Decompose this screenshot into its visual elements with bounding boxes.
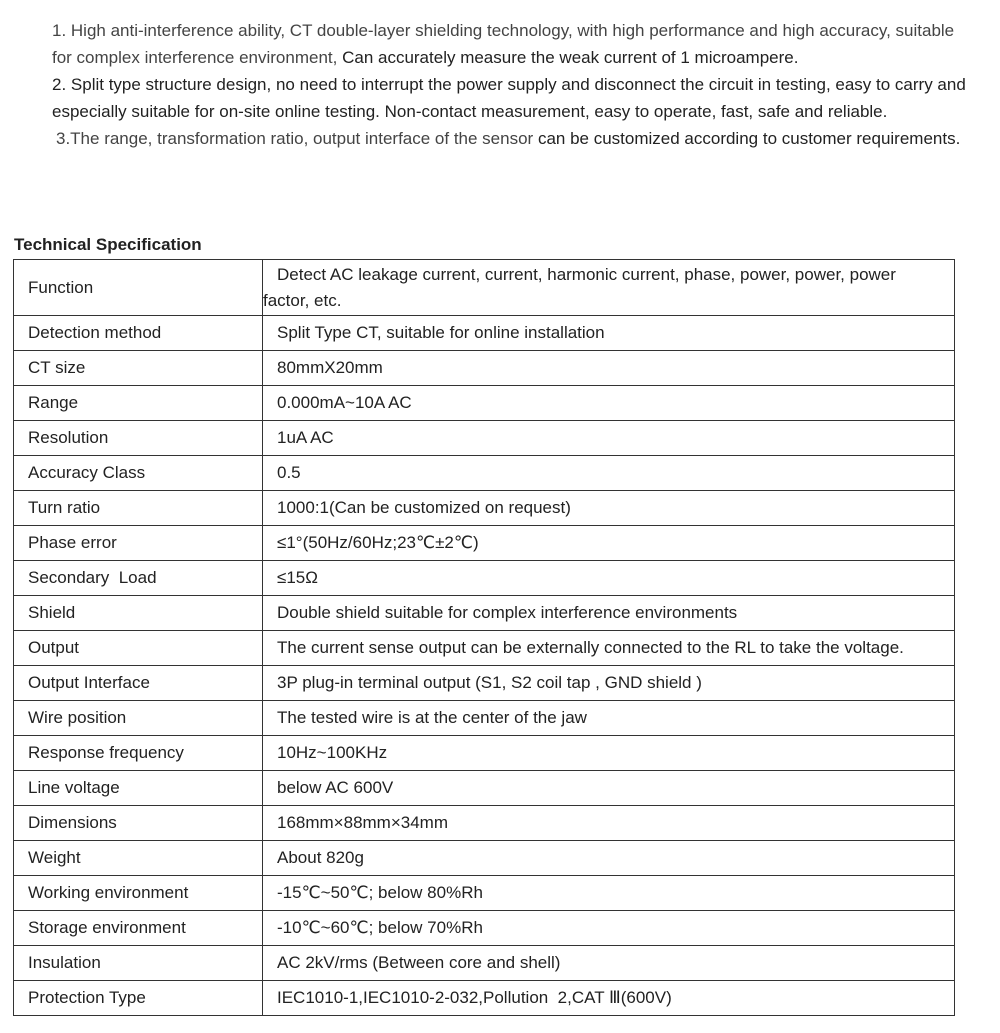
spec-value: below AC 600V bbox=[263, 771, 955, 806]
spec-row-working-environment bbox=[14, 876, 955, 911]
spec-label: Secondary Load bbox=[14, 561, 263, 596]
spec-value: 3P plug-in terminal output (S1, S2 coil tap , GND shield ) bbox=[263, 666, 955, 701]
spec-value: 10Hz~100KHz bbox=[263, 736, 955, 771]
feature-item-3 bbox=[52, 125, 972, 152]
spec-value: The tested wire is at the center of the jaw bbox=[263, 701, 955, 736]
spec-row-turn-ratio bbox=[14, 491, 955, 526]
spec-label: Resolution bbox=[14, 421, 263, 456]
spec-row-output bbox=[14, 631, 955, 666]
spec-row-line-voltage bbox=[14, 771, 955, 806]
spec-label: Turn ratio bbox=[14, 491, 263, 526]
spec-row-shield bbox=[14, 596, 955, 631]
spec-row-output-interface bbox=[14, 666, 955, 701]
spec-value: Detect AC leakage current, current, harmonic current, phase, power, power, power factor, etc. bbox=[263, 260, 955, 316]
spec-label: Line voltage bbox=[14, 771, 263, 806]
spec-value: The current sense output can be externally connected to the RL to take the voltage. bbox=[263, 631, 955, 666]
spec-label: Output Interface bbox=[14, 666, 263, 701]
spec-value: Split Type CT, suitable for online installation bbox=[263, 316, 955, 351]
spec-table bbox=[13, 259, 955, 1016]
spec-label: Detection method bbox=[14, 316, 263, 351]
feature-item-1-text-a: 1. High anti-interference ability, CT double-layer shielding technology, with high performance and high accuracy, suitable for complex interference environment, bbox=[52, 21, 955, 67]
spec-row-detection-method bbox=[14, 316, 955, 351]
spec-label: Range bbox=[14, 386, 263, 421]
spec-value: -15℃~50℃; below 80%Rh bbox=[263, 876, 955, 911]
spec-value: 1000:1(Can be customized on request) bbox=[263, 491, 955, 526]
spec-label: Storage environment bbox=[14, 911, 263, 946]
spec-label: Insulation bbox=[14, 946, 263, 981]
spec-label: Weight bbox=[14, 841, 263, 876]
spec-row-weight bbox=[14, 841, 955, 876]
spec-row-response-frequency bbox=[14, 736, 955, 771]
feature-item-3-text-a: 3.The range, transformation ratio, output interface of the sensor bbox=[56, 129, 534, 148]
spec-row-storage-environment bbox=[14, 911, 955, 946]
spec-row-dimensions bbox=[14, 806, 955, 841]
spec-label: Protection Type bbox=[14, 981, 263, 1016]
spec-row-resolution bbox=[14, 421, 955, 456]
spec-label: Phase error bbox=[14, 526, 263, 561]
spec-row-range bbox=[14, 386, 955, 421]
spec-value: -10℃~60℃; below 70%Rh bbox=[263, 911, 955, 946]
spec-value: 0.000mA~10A AC bbox=[263, 386, 955, 421]
spec-value: AC 2kV/rms (Between core and shell) bbox=[263, 946, 955, 981]
spec-row-phase-error bbox=[14, 526, 955, 561]
spec-row-ct-size bbox=[14, 351, 955, 386]
feature-item-1 bbox=[52, 17, 972, 71]
spec-value: IEC1010-1,IEC1010-2-032,Pollution 2,CAT Ⅲ(600V) bbox=[263, 981, 955, 1016]
spec-value: ≤15Ω bbox=[263, 561, 955, 596]
feature-list bbox=[52, 17, 972, 152]
spec-label: Accuracy Class bbox=[14, 456, 263, 491]
spec-value: 168mm×88mm×34mm bbox=[263, 806, 955, 841]
spec-row-accuracy-class bbox=[14, 456, 955, 491]
spec-label: Wire position bbox=[14, 701, 263, 736]
spec-value: Double shield suitable for complex interference environments bbox=[263, 596, 955, 631]
feature-item-1-text-b: Can accurately measure the weak current of 1 microampere. bbox=[337, 48, 799, 67]
feature-item-3-text-b: can be customized according to customer requirements. bbox=[533, 129, 961, 148]
spec-row-insulation bbox=[14, 946, 955, 981]
spec-label: Function bbox=[14, 260, 263, 316]
spec-value: ≤1°(50Hz/60Hz;23℃±2℃) bbox=[263, 526, 955, 561]
spec-label: CT size bbox=[14, 351, 263, 386]
spec-row-protection-type bbox=[14, 981, 955, 1016]
spec-value: 80mmX20mm bbox=[263, 351, 955, 386]
spec-row-function bbox=[14, 260, 955, 316]
spec-label: Working environment bbox=[14, 876, 263, 911]
feature-item-2: 2. Split type structure design, no need to interrupt the power supply and disconnect the circuit in testing, easy to carry and especially suitable for on-site online testing. Non-contact measurement, easy to operate, fast, safe and reliable. bbox=[52, 75, 966, 121]
spec-title: Technical Specification bbox=[14, 235, 202, 254]
spec-label: Dimensions bbox=[14, 806, 263, 841]
spec-value: 1uA AC bbox=[263, 421, 955, 456]
spec-value: About 820g bbox=[263, 841, 955, 876]
spec-value: 0.5 bbox=[263, 456, 955, 491]
spec-label: Output bbox=[14, 631, 263, 666]
spec-label: Shield bbox=[14, 596, 263, 631]
spec-label: Response frequency bbox=[14, 736, 263, 771]
spec-row-wire-position bbox=[14, 701, 955, 736]
spec-row-secondary-load bbox=[14, 561, 955, 596]
